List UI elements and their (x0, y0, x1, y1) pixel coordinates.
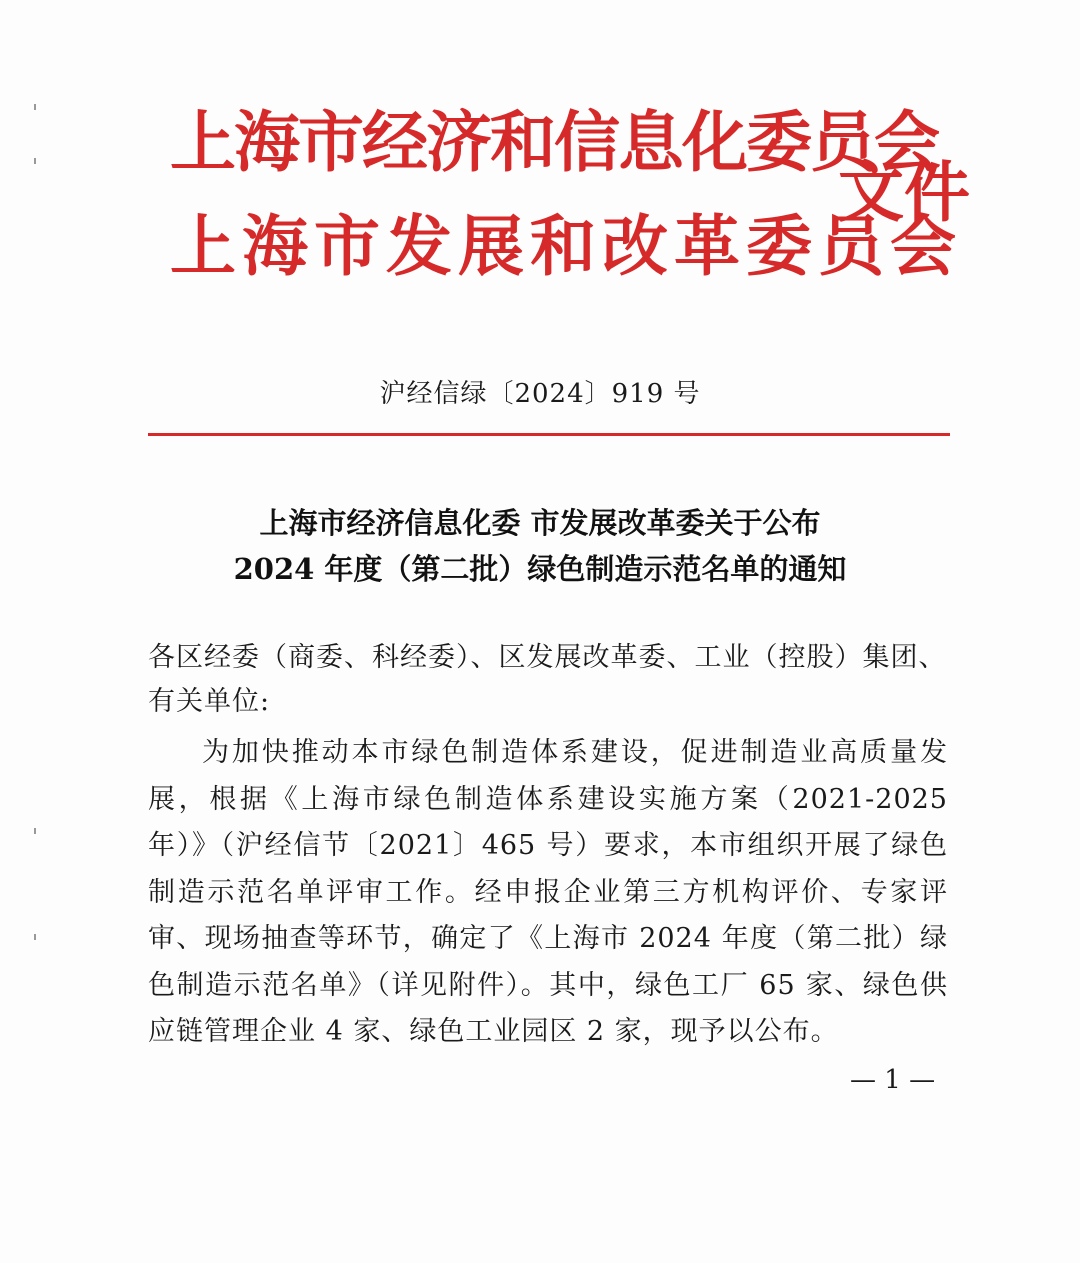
issuer-line-1: 上海市经济和信息化委员会 (170, 103, 938, 181)
margin-speck (34, 828, 36, 834)
page-number: — 1 — (850, 1065, 936, 1095)
issuer-line-2: 上海市发展和改革委员会 (170, 207, 962, 285)
header-divider (148, 433, 950, 436)
margin-speck (34, 158, 36, 164)
document-title (0, 500, 1080, 592)
document-header (150, 88, 970, 308)
document-type-label: 文件 (838, 153, 970, 231)
margin-speck (34, 104, 36, 110)
title-line-1: 上海市经济信息化委 市发展改革委关于公布 (259, 506, 821, 540)
body-paragraph: 为加快推动本市绿色制造体系建设，促进制造业高质量发展，根据《上海市绿色制造体系建设实施方案（2021-2025 年）》（沪经信节〔2021〕465 号）要求，本市组织开展了绿色制造示范名单评审工作。经申报企业第三方机构评价、专家评审、现场抽查等环节，确定了《上海市 2024 年度（第二批）绿色制造示范名单》（详见附件）。其中，绿色工厂 65 家、绿色供应链管理企业 4 家、绿色工业园区 2 家，现予以公布。 (148, 737, 948, 1047)
title-line-2: 2024 年度（第二批）绿色制造示范名单的通知 (233, 552, 847, 586)
margin-speck (34, 934, 36, 940)
document-number: 沪经信绿〔2024〕919 号 (379, 379, 701, 409)
addressee: 各区经委（商委、科经委）、区发展改革委、工业（控股）集团、有关单位: (148, 642, 947, 717)
